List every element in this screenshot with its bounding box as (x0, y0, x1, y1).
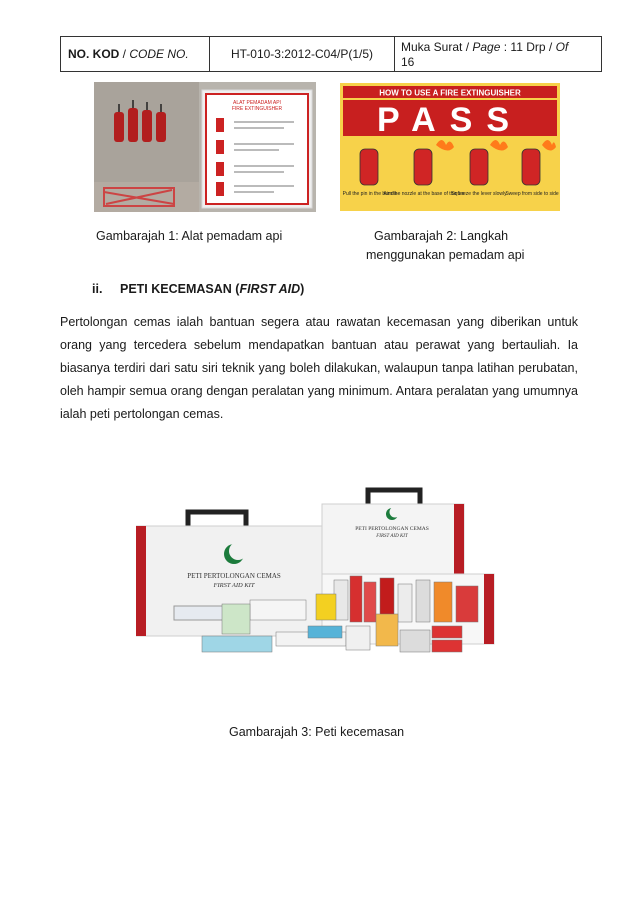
code-value-cell (210, 37, 395, 71)
kit-label-right-1: PETI PERTOLONGAN CEMAS (355, 526, 429, 532)
pass-step-2: Aim the nozzle at the base of the fire (383, 191, 465, 197)
code-label-en: CODE NO. (129, 47, 189, 61)
fire-extinguisher-photo (94, 82, 316, 212)
section-title-italic: FIRST AID (239, 282, 301, 296)
total-pages: 16 (401, 55, 415, 69)
code-value: HT-010-3:2012-C04/P(1/5) (230, 47, 374, 61)
kit-label-right-2: FIRST AID KIT (376, 534, 408, 539)
page-label-en: Page (472, 40, 501, 54)
pass-word: PASS (376, 101, 524, 139)
figure-3-caption: Gambarajah 3: Peti kecemasan (229, 725, 405, 739)
code-label: NO. KOD (68, 47, 120, 61)
sign-subtitle: FIRE EXTINGUISHER (231, 106, 283, 112)
code-label-cell: NO. KOD / CODE NO. (61, 37, 210, 71)
section-title-end: ) (300, 282, 305, 296)
document-header (60, 36, 602, 72)
sign-title: ALAT PEMADAM API (233, 100, 281, 106)
page-label: Muka Surat / (401, 40, 470, 54)
of-label: Of (555, 40, 569, 54)
pass-step-4: Sweep from side to side (505, 191, 559, 197)
figure-2-caption-line-2: menggunakan pemadam api (366, 248, 525, 262)
body-paragraph: Pertolongan cemas ialah bantuan segera atau rawatan kecemasan yang diberikan untuk orang yang tercedera sebelum mendapatkan bantuan atau perawat yang bertauliah. Ia biasanya terdiri dari satu siri teknik yang boleh dilakukan, walaupun tanpa latihan perubatan, oleh hampir semua orang dengan peralatan yang minimum. Antara peralatan yang umumnya ialah peti pertolongan cemas. (60, 315, 578, 421)
pass-step-1: Pull the pin in the handle (342, 191, 398, 197)
figure-2-caption-line-1: Gambarajah 2: Langkah (374, 229, 509, 243)
figure-1-caption: Gambarajah 1: Alat pemadam api (96, 229, 283, 243)
page-value: : 11 Drp / (503, 40, 553, 54)
first-aid-kit-photo (136, 486, 498, 676)
pass-step-3: Squeeze the lever slowly (451, 191, 507, 197)
section-number: ii. (92, 282, 103, 296)
page-cell (395, 37, 601, 71)
kit-label-left-2: FIRST AID KIT (213, 582, 255, 589)
pass-poster (340, 83, 560, 211)
pass-banner: HOW TO USE A FIRE EXTINGUISHER (379, 88, 521, 98)
kit-label-left-1: PETI PERTOLONGAN CEMAS (187, 572, 281, 580)
section-heading (92, 282, 304, 296)
section-title: PETI KECEMASAN ( (120, 282, 240, 296)
